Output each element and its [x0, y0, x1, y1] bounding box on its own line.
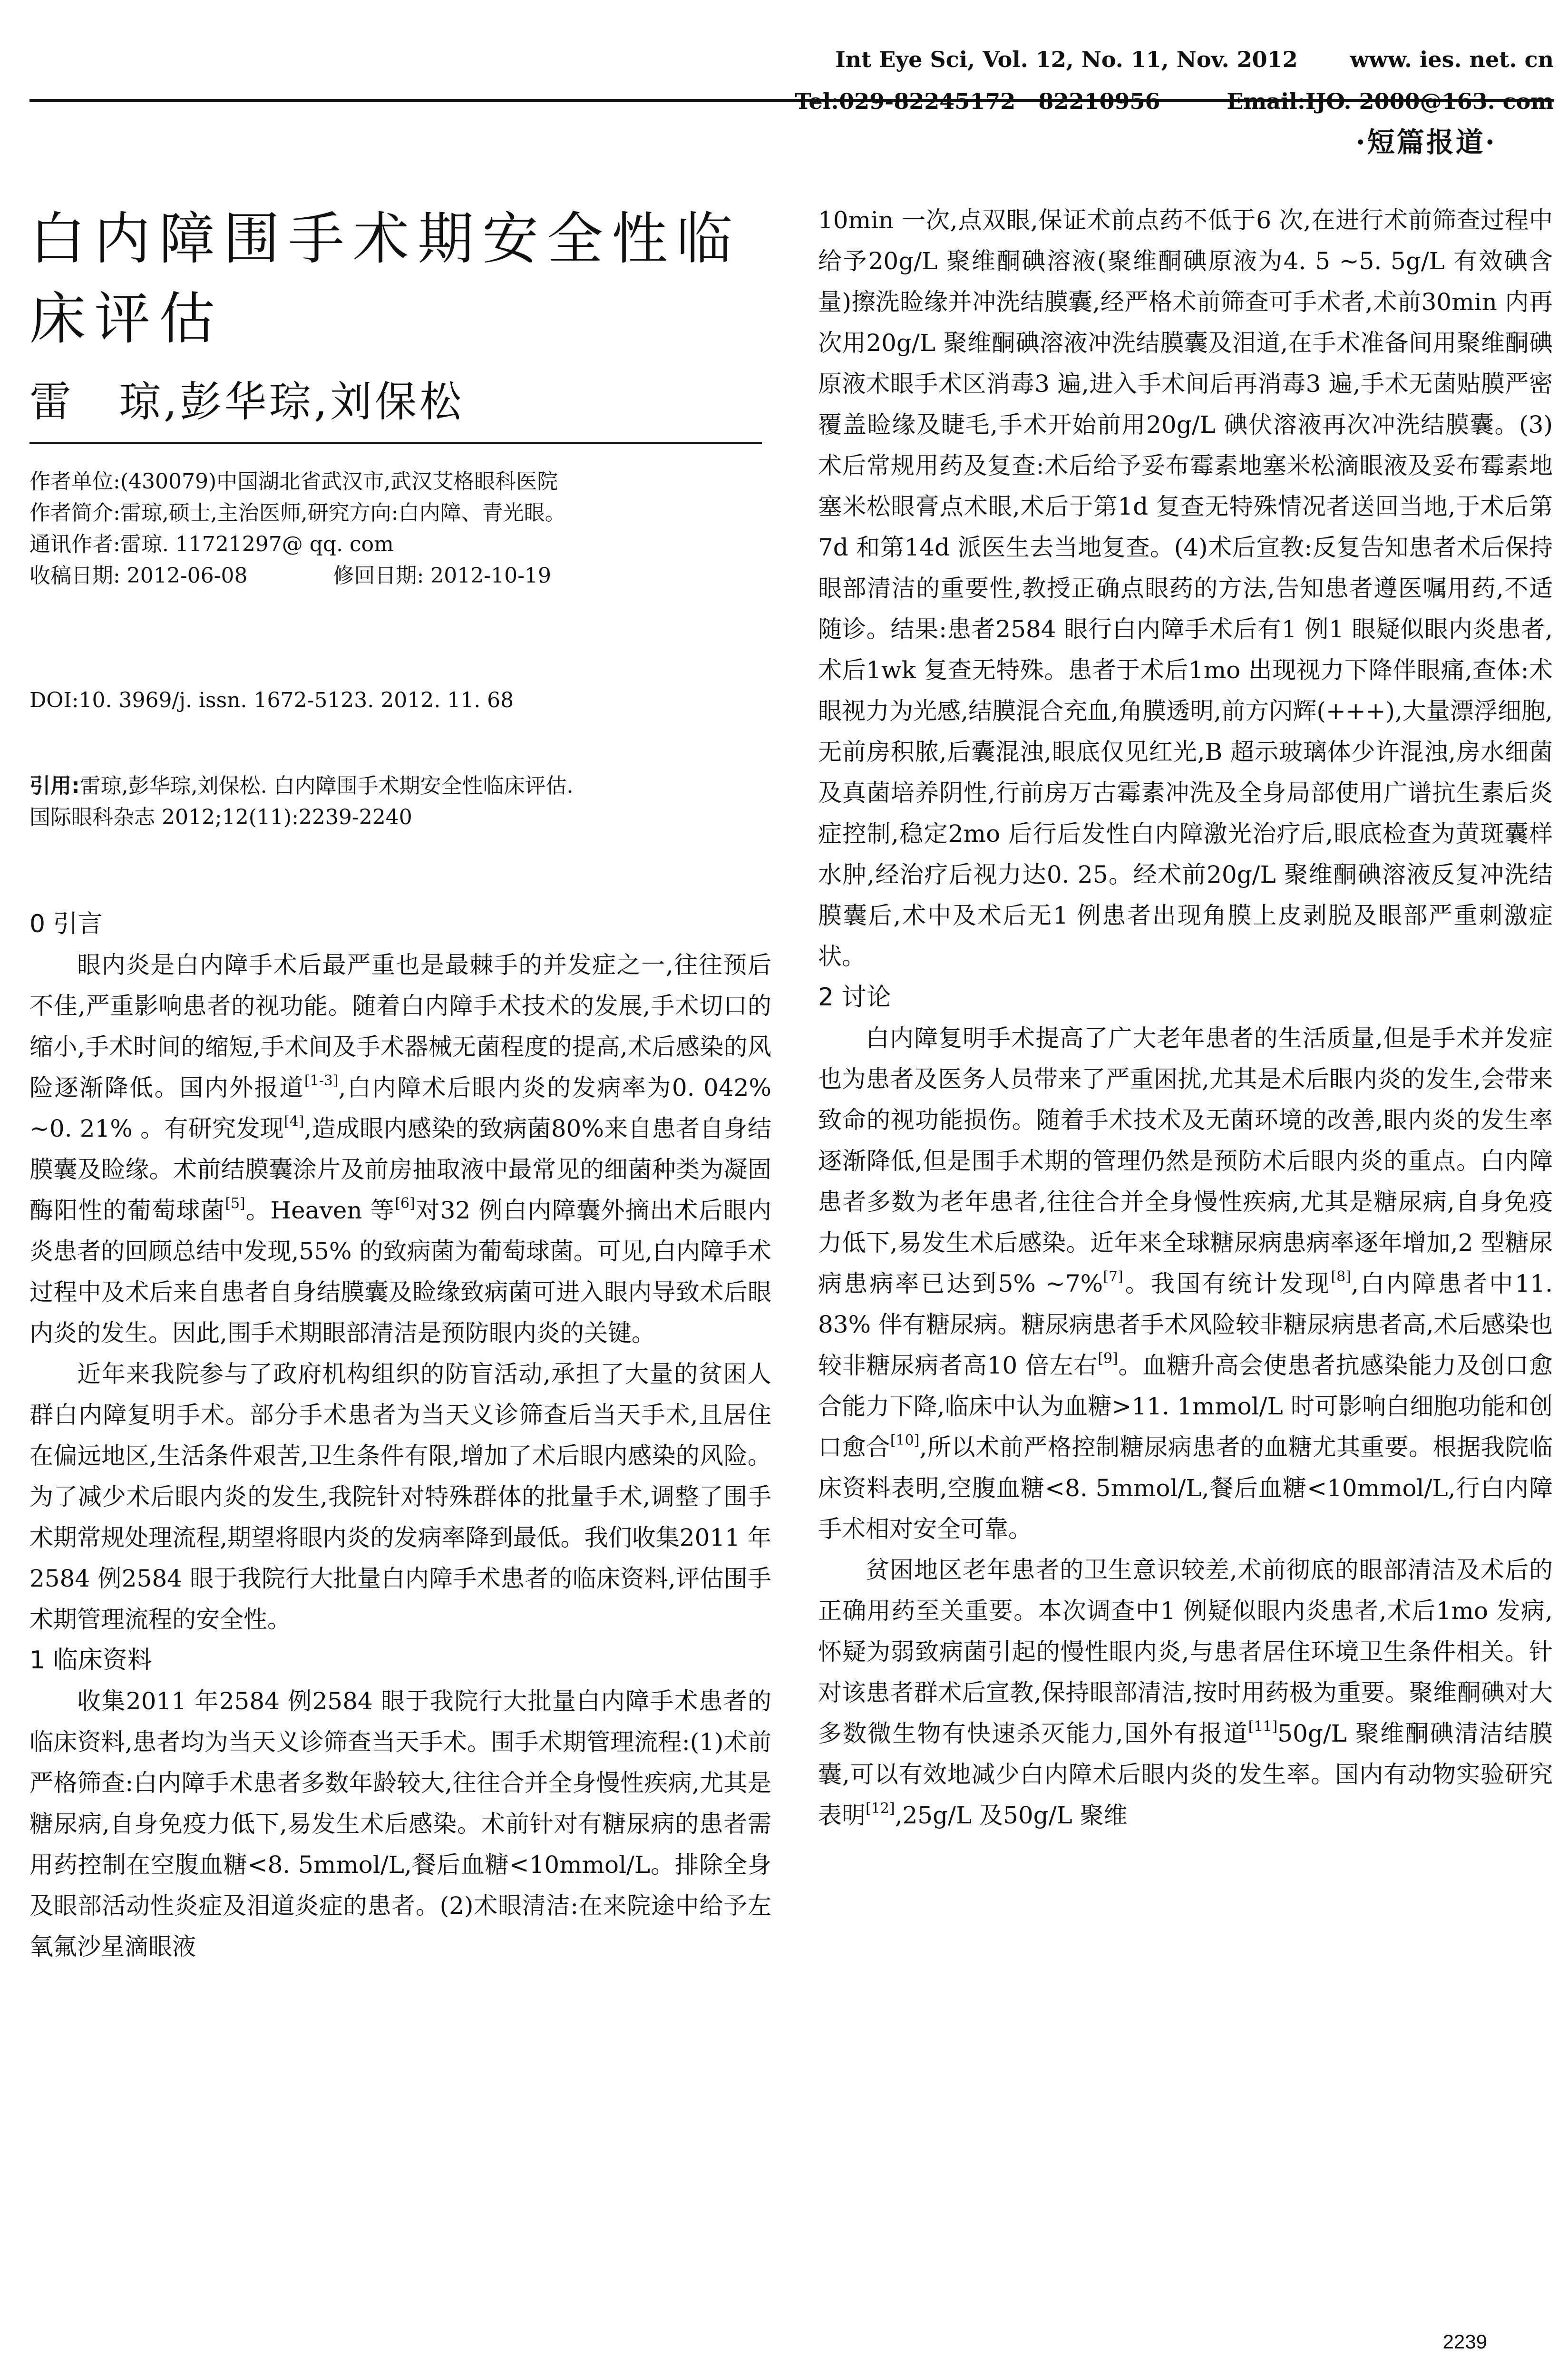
author-rule	[29, 442, 762, 444]
corresponding-author: 通讯作者:雷琼. 11721297@ qq. com	[29, 532, 394, 556]
journal-website: www. ies. net. cn	[1350, 47, 1554, 72]
author-list: 雷 琼,彭华琮,刘保松	[29, 377, 464, 426]
paragraph-discussion-1: 白内障复明手术提高了广大老年患者的生活质量,但是手术并发症也为患者及医务人员带来了严重困扰,尤其是术后眼内炎的发生,会带来致命的视功能损伤。随着手术技术及无菌环境的改善,眼内炎的发生率逐渐降低,但是围手术期的管理仍然是预防术后眼内炎的重点。白内障患者多数为老年患者,往往合并全身慢性疾病,尤其是糖尿病,自身免疫力低下,易发生术后感染。近年来全球糖尿病患病率逐年增加,2 型糖尿病患病率已达到5% ~7%[7]。我国有统计发现[8],白内障患者中11. 83% 伴有糖尿病。糖尿病患者手术风险较非糖尿病患者高,术后感染也较非糖尿病者高10 倍左右[9]。血糖升高会使患者抗感染能力及创口愈合能力下降,临床中认为血糖>11. 1mmol/L 时可影响白细胞功能和创口愈合[10],所以术前严格控制糖尿病患者的血糖尤其重要。根据我院临床资料表明,空腹血糖<8. 5mmol/L,餐后血糖<10mmol/L,行白内障手术相对安全可靠。	[818, 1024, 1553, 1543]
section-tag: ·短篇报道·	[1355, 126, 1497, 158]
ref-6: [6]	[395, 1195, 415, 1212]
article-title: 白内障围手术期安全性临床评估	[29, 206, 741, 351]
dates	[29, 560, 771, 592]
author-info	[29, 466, 771, 592]
right-column	[818, 200, 1553, 1836]
page-number: 2239	[1442, 2330, 1487, 2353]
ref-4: [4]	[283, 1113, 304, 1130]
citation-text: 雷琼,彭华琮,刘保松. 白内障围手术期安全性临床评估.	[79, 774, 574, 798]
ref-11: [11]	[1248, 1718, 1278, 1735]
ref-5: [5]	[225, 1195, 245, 1212]
left-column	[29, 904, 771, 1967]
affiliation: 作者单位:(430079)中国湖北省武汉市,武汉艾格眼科医院	[29, 469, 558, 494]
heading-clinical-data: 1 临床资料	[29, 1646, 152, 1675]
heading-introduction: 0 引言	[29, 910, 103, 938]
journal-citation: Int Eye Sci, Vol. 12, No. 11, Nov. 2012	[835, 47, 1298, 72]
paragraph-intro-2: 近年来我院参与了政府机构组织的防盲活动,承担了大量的贫困人群白内障复明手术。部分手术患者为当天义诊筛查后当天手术,且居住在偏远地区,生活条件艰苦,卫生条件有限,增加了术后眼内感染的风险。为了减少术后眼内炎的发生,我院针对特殊群体的批量手术,调整了围手术期常规处理流程,期望将眼内炎的发病率降到最低。我们收集2011 年2584 例2584 眼于我院行大批量白内障手术患者的临床资料,评估围手术期管理流程的安全性。	[29, 1360, 771, 1633]
citation-source: 国际眼科杂志 2012;12(11):2239-2240	[29, 805, 412, 829]
revised-date: 修回日期: 2012-10-19	[333, 564, 551, 588]
ref-12: [12]	[866, 1800, 895, 1817]
journal-header-line2	[779, 63, 1554, 114]
paragraph-clinical-1-cont: 10min 一次,点双眼,保证术前点药不低于6 次,在进行术前筛查过程中给予20g/L 聚维酮碘溶液(聚维酮碘原液为4. 5 ~5. 5g/L 有效碘含量)擦洗睑缘并冲洗结膜囊,经严格术前筛查可手术者,术前30min 内再次用20g/L 聚维酮碘溶液冲洗结膜囊及泪道,在手术准备间用聚维酮碘原液术眼手术区消毒3 遍,进入手术间后再消毒3 遍,手术无菌贴膜严密覆盖睑缘及睫毛,手术开始前用20g/L 碘伏溶液再次冲洗结膜囊。(3)术后常规用药及复查:术后给予妥布霉素地塞米松滴眼液及妥布霉素地塞米松眼膏点术眼,术后于第1d 复查无特殊情况者送回当地,于术后第7d 和第14d 派医生去当地复查。(4)术后宣教:反复告知患者术后保持眼部清洁的重要性,教授正确点眼药的方法,告知患者遵医嘱用药,不适随诊。结果:患者2584 眼行白内障手术后有1 例1 眼疑似眼内炎患者,术后1wk 复查无特殊。患者于术后1mo 出现视力下降伴眼痛,查体:术眼视力为光感,结膜混合充血,角膜透明,前方闪辉(+++),大量漂浮细胞,无前房积脓,后囊混浊,眼底仅见红光,B 超示玻璃体少许混浊,房水细菌及真菌培养阴性,行前房万古霉素冲洗及全身局部使用广谱抗生素后炎症控制,稳定2mo 后行后发性白内障激光治疗后,眼底检查为黄斑囊样水肿,经治疗后视力达0. 25。经术前20g/L 聚维酮碘溶液反复冲洗结膜囊后,术中及术后无1 例患者出现角膜上皮剥脱及眼部严重刺激症状。	[818, 206, 1553, 970]
received-date: 收稿日期: 2012-06-08	[29, 564, 248, 588]
ref-1-3: [1-3]	[304, 1072, 339, 1089]
paragraph-clinical-1: 收集2011 年2584 例2584 眼于我院行大批量白内障手术患者的临床资料,患者均为当天义诊筛查当天手术。围手术期管理流程:(1)术前严格筛查:白内障手术患者多数年龄较大,往往合并全身慢性疾病,尤其是糖尿病,自身免疫力低下,易发生术后感染。术前针对有糖尿病的患者需用药控制在空腹血糖<8. 5mmol/L,餐后血糖<10mmol/L。排除全身及眼部活动性炎症及泪道炎症的患者。(2)术眼清洁:在来院途中给予左氧氟沙星滴眼液	[29, 1687, 771, 1960]
ref-7: [7]	[1103, 1268, 1123, 1285]
ref-9: [9]	[1098, 1350, 1118, 1367]
ref-8: [8]	[1331, 1268, 1351, 1285]
header-rule	[29, 99, 1554, 102]
heading-discussion: 2 讨论	[818, 983, 891, 1012]
doi: DOI:10. 3969/j. issn. 1672-5123. 2012. 11. 68	[29, 688, 514, 712]
author-intro: 作者简介:雷琼,硕士,主治医师,研究方向:白内障、青光眼。	[29, 501, 566, 525]
citation-label: 引用:	[29, 774, 80, 798]
paragraph-intro-1: 眼内炎是白内障手术后最严重也是最棘手的并发症之一,往往预后不佳,严重影响患者的视功能。随着白内障手术技术的发展,手术切口的缩小,手术时间的缩短,手术间及手术器械无菌程度的提高,术后感染的风险逐渐降低。国内外报道[1-3],白内障术后眼内炎的发病率为0. 042% ~0. 21% 。有研究发现[4],造成眼内感染的致病菌80%来自患者自身结膜囊及睑缘。术前结膜囊涂片及前房抽取液中最常见的细菌种类为凝固酶阳性的葡萄球菌[5]。Heaven 等[6]对32 例白内障囊外摘出术后眼内炎患者的回顾总结中发现,55% 的致病菌为葡萄球菌。可见,白内障手术过程中及术后来自患者自身结膜囊及睑缘致病菌可进入眼内导致术后眼内炎的发生。因此,围手术期眼部清洁是预防眼内炎的关键。	[29, 951, 772, 1347]
citation-block	[29, 770, 771, 833]
paragraph-discussion-2: 贫困地区老年患者的卫生意识较差,术前彻底的眼部清洁及术后的正确用药至关重要。本次调查中1 例疑似眼内炎患者,术后1mo 发病,怀疑为弱致病菌引起的慢性眼内炎,与患者居住环境卫生条件相关。针对该患者群术后宣教,保持眼部清洁,按时用药极为重要。聚维酮碘对大多数微生物有快速杀灭能力,国外有报道[11]50g/L 聚维酮碘清洁结膜囊,可以有效地减少白内障术后眼内炎的发生率。国内有动物实验研究表明[12],25g/L 及50g/L 聚维	[818, 1556, 1553, 1829]
journal-email: Email:IJO. 2000@163. com	[1227, 88, 1554, 114]
ref-10: [10]	[890, 1432, 920, 1449]
journal-tel: Tel:029-82245172 82210956	[795, 88, 1160, 114]
